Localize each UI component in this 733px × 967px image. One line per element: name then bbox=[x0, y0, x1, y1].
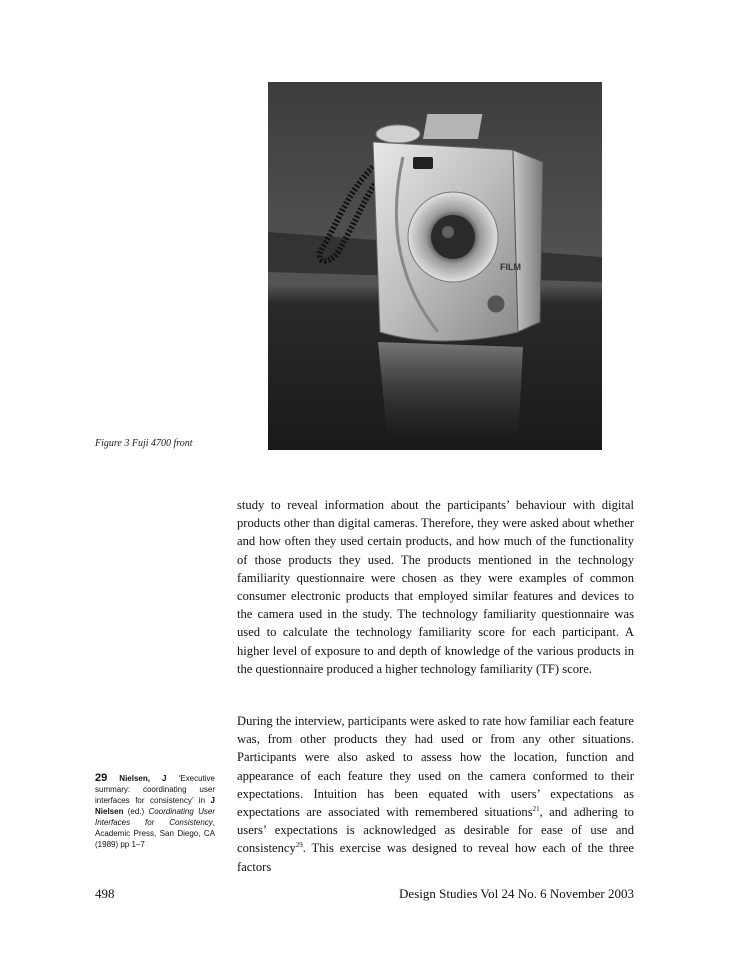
paragraph-2 bbox=[237, 712, 634, 876]
paragraph-2-text-b: , and adhering to users’ expectations is acknowledged as desirable for ease of use and consistency bbox=[237, 805, 634, 856]
camera-illustration bbox=[268, 82, 602, 450]
brand-label: FILM bbox=[500, 262, 521, 272]
footnote-number: 29 bbox=[95, 772, 108, 784]
footnote bbox=[95, 773, 215, 850]
footnote-author: Nielsen, J bbox=[119, 774, 167, 783]
footnote-title: ‘Executive summary: coordinating user interfaces for consistency’ in bbox=[95, 774, 215, 805]
figure-photo bbox=[268, 82, 602, 450]
paragraph-1 bbox=[237, 496, 634, 678]
paragraph-2-text-a: During the interview, participants were asked to rate how familiar each feature was, from other products they had used or from any other situations. Participants were also asked to assess how the location, function and appearance of each feature they used on the camera conformed to their expectations. Intuition has been equated with users’ expectations as expectations are associated with remembered situations bbox=[237, 714, 634, 820]
citation-21: 21 bbox=[532, 804, 540, 813]
page-number: 498 bbox=[95, 886, 115, 901]
footnote-book: Coordinating User Interfaces for Consistency bbox=[95, 807, 215, 827]
citation-29: 29 bbox=[295, 841, 303, 850]
footnote-editor: J Nielsen bbox=[95, 796, 215, 816]
paragraph-2-text-c: . This exercise was designed to reveal how each of the three factors bbox=[237, 841, 634, 874]
paragraph-1-text: study to reveal information about the participants’ behaviour with digital products other than digital cameras. Therefore, they were asked about whether and how often they used certain products, and how much of the functionality of those products they used. The products mentioned in the technology familiarity questionnaire were chosen as they were examples of common consumer electronic products that employed similar features and devices to the camera used in the study. The technology familiarity questionnaire was used to calculate the technology familiarity score for each participant. A higher level of exposure to and depth of knowledge of the various products in the questionnaire produced a higher technology familiarity (TF) score. bbox=[237, 498, 634, 676]
footnote-editor-suffix: (ed.) bbox=[123, 807, 149, 816]
footnote-publisher: , Academic Press, San Diego, CA (1989) pp 1–7 bbox=[95, 818, 215, 849]
journal-footer: Design Studies Vol 24 No. 6 November 2003 bbox=[399, 886, 634, 901]
figure-caption: Figure 3 Fuji 4700 front bbox=[95, 438, 193, 449]
